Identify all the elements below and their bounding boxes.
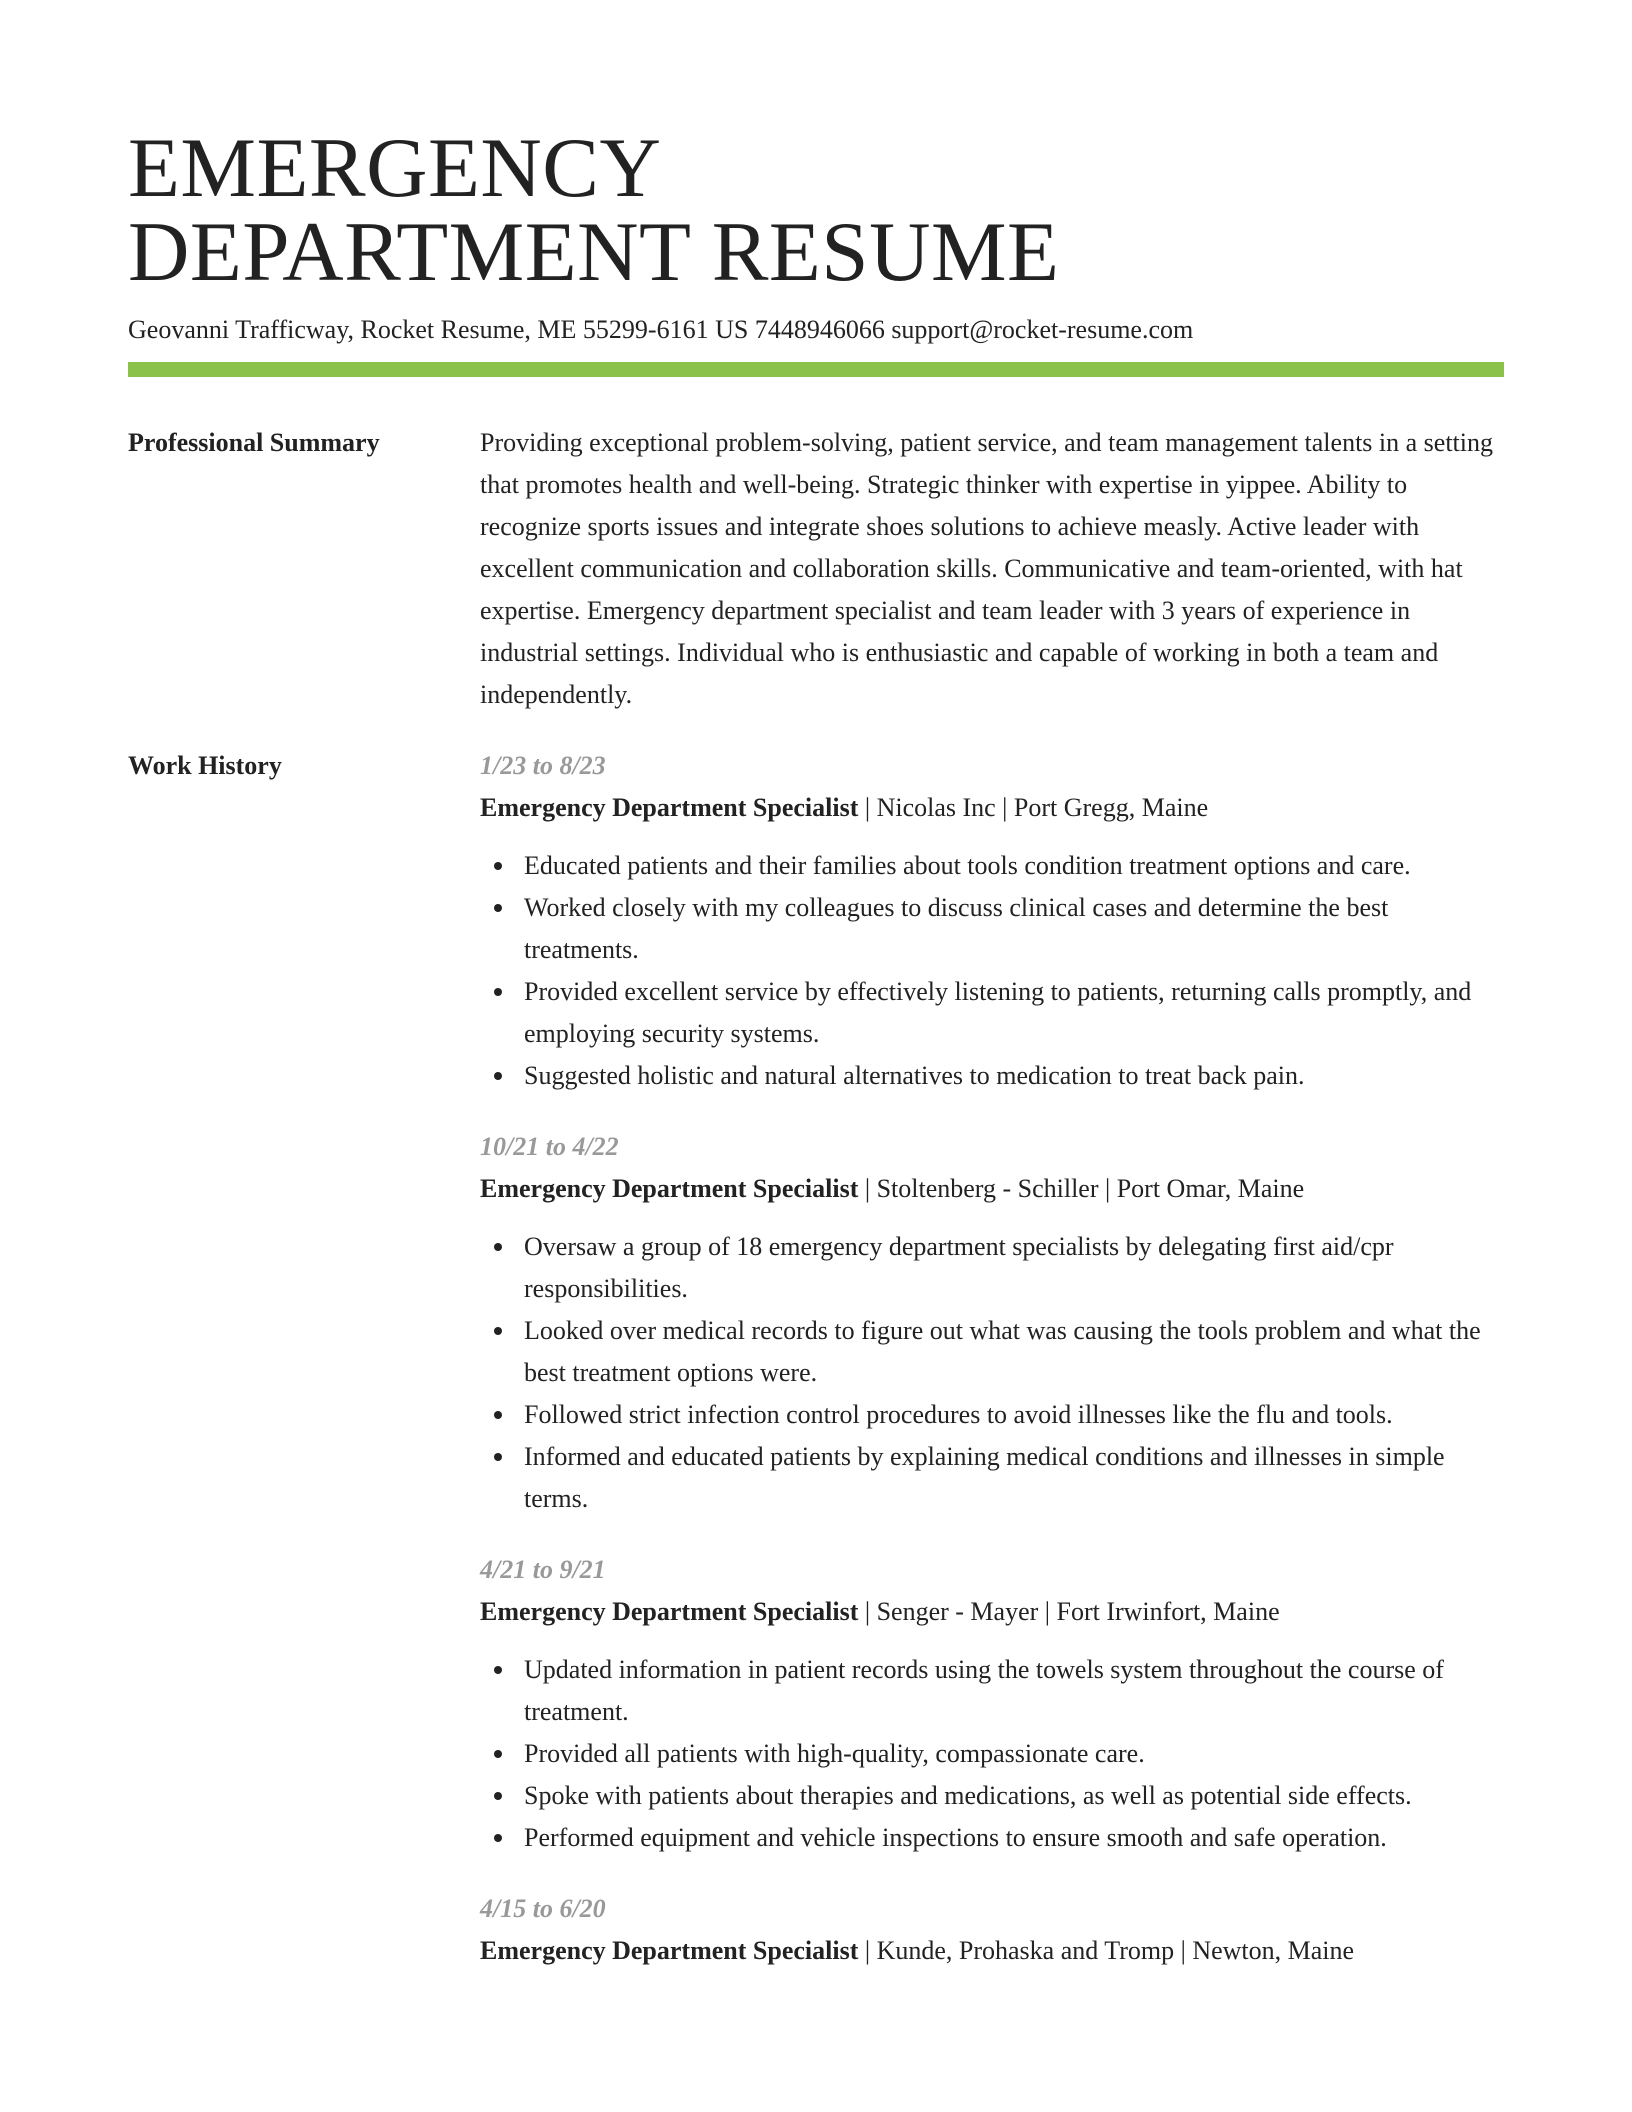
resume-title-line1: EMERGENCY: [128, 121, 662, 215]
resume-title-line2: DEPARTMENT RESUME: [128, 205, 1060, 299]
job-bullet-text: Provided excellent service by effectively listening to patients, returning calls promptly, and employing security systems.: [524, 977, 1472, 1048]
accent-divider: [128, 362, 1504, 377]
bullet-icon: [494, 1834, 502, 1842]
job-bullet-text: Performed equipment and vehicle inspections to ensure smooth and safe operation.: [524, 1823, 1387, 1852]
job-bullet: [480, 1055, 1504, 1097]
bullet-icon: [494, 1243, 502, 1251]
job-title: Emergency Department Specialist: [480, 793, 859, 822]
job-date: 4/21 to 9/21: [480, 1555, 606, 1584]
resume-page: [128, 121, 1504, 2004]
bullet-icon: [494, 1750, 502, 1758]
bullet-icon: [494, 1453, 502, 1461]
bullet-icon: [494, 904, 502, 912]
job-title-line: [480, 1168, 1504, 1210]
bullet-icon: [494, 1792, 502, 1800]
bullet-icon: [494, 1072, 502, 1080]
bullet-icon: [494, 1411, 502, 1419]
job-bullet: [480, 1310, 1504, 1394]
summary-section: [128, 425, 1504, 716]
resume-title: [128, 121, 1504, 299]
job-bullets: [480, 1649, 1504, 1859]
job-bullet-text: Spoke with patients about therapies and medications, as well as potential side effects.: [524, 1781, 1412, 1810]
job-bullet: [480, 1817, 1504, 1859]
work-history-section: [128, 748, 1504, 2004]
job-bullet: [480, 887, 1504, 971]
job-details: | Stoltenberg - Schiller | Port Omar, Maine: [858, 1174, 1305, 1203]
summary-text: Providing exceptional problem-solving, patient service, and team management talents in a setting that promotes health and well-being. Strategic thinker with expertise in yippee. Ability to recognize sports issues and integrate shoes solutions to achieve measly. Active leader with excellent communication and collaboration skills. Communicative and team-oriented, with hat expertise. Emergency department specialist and team leader with 3 years of experience in industrial settings. Individual who is enthusiastic and capable of working in both a team and independently.: [480, 428, 1493, 709]
work-history-heading: Work History: [128, 751, 282, 780]
job-date: 1/23 to 8/23: [480, 751, 606, 780]
job-title: Emergency Department Specialist: [480, 1597, 859, 1626]
job-bullet: [480, 845, 1504, 887]
bullet-icon: [494, 988, 502, 996]
job-bullet-text: Updated information in patient records using the towels system throughout the course of treatment.: [524, 1655, 1444, 1726]
work-history-body: [480, 748, 1504, 2004]
job-details: | Kunde, Prohaska and Tromp | Newton, Maine: [858, 1936, 1355, 1965]
job-title-line: [480, 1591, 1504, 1633]
job-title-line: [480, 787, 1504, 829]
job-bullet: [480, 1733, 1504, 1775]
job-date: 4/15 to 6/20: [480, 1894, 606, 1923]
job-bullet-text: Suggested holistic and natural alternatives to medication to treat back pain.: [524, 1061, 1305, 1090]
bullet-icon: [494, 1327, 502, 1335]
contact-info: Geovanni Trafficway, Rocket Resume, ME 55299-6161 US 7448946066 support@rocket-resume.com: [128, 315, 1194, 344]
job-bullet: [480, 1394, 1504, 1436]
summary-heading: Professional Summary: [128, 428, 380, 457]
job-title-line: [480, 1930, 1504, 1972]
job-details: | Senger - Mayer | Fort Irwinfort, Maine: [858, 1597, 1280, 1626]
job-bullet-text: Worked closely with my colleagues to discuss clinical cases and determine the best treatments.: [524, 893, 1389, 964]
job-bullet: [480, 1649, 1504, 1733]
job-bullet-text: Informed and educated patients by explaining medical conditions and illnesses in simple terms.: [524, 1442, 1445, 1513]
job-details: | Nicolas Inc | Port Gregg, Maine: [858, 793, 1209, 822]
job-title: Emergency Department Specialist: [480, 1174, 859, 1203]
job-bullet-text: Looked over medical records to figure out what was causing the tools problem and what the best treatment options were.: [524, 1316, 1481, 1387]
job-bullet-text: Followed strict infection control procedures to avoid illnesses like the flu and tools.: [524, 1400, 1393, 1429]
job-bullet: [480, 1775, 1504, 1817]
job-title: Emergency Department Specialist: [480, 1936, 859, 1965]
job-bullets: [480, 845, 1504, 1097]
job-bullet: [480, 971, 1504, 1055]
job-bullet-text: Educated patients and their families about tools condition treatment options and care.: [524, 851, 1411, 880]
job-bullet: [480, 1436, 1504, 1520]
job-entry: [480, 1888, 1504, 1972]
job-date: 10/21 to 4/22: [480, 1132, 619, 1161]
bullet-icon: [494, 862, 502, 870]
bullet-icon: [494, 1666, 502, 1674]
job-entry: [480, 1126, 1504, 1520]
job-bullet: [480, 1226, 1504, 1310]
job-bullets: [480, 1226, 1504, 1520]
job-entry: [480, 745, 1504, 1097]
summary-body: [480, 425, 1504, 716]
job-bullet-text: Provided all patients with high-quality, compassionate care.: [524, 1739, 1145, 1768]
job-entry: [480, 1549, 1504, 1859]
job-bullet-text: Oversaw a group of 18 emergency department specialists by delegating first aid/cpr responsibilities.: [524, 1232, 1394, 1303]
